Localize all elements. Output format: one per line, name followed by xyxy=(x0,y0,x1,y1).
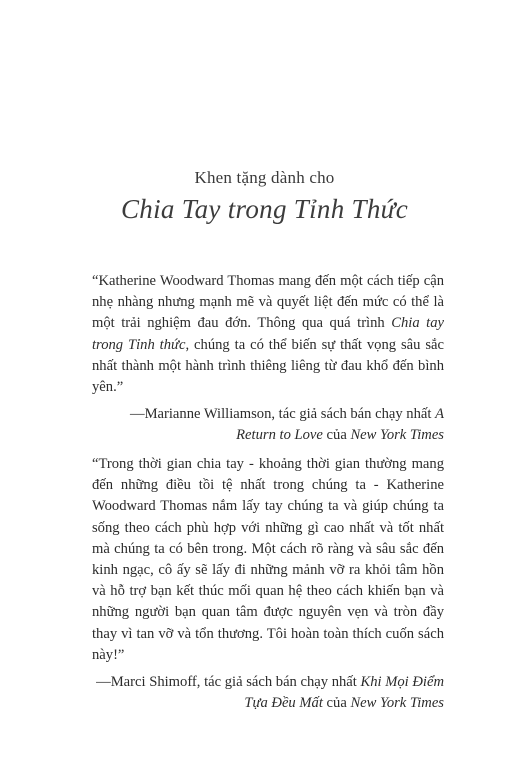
attribution-book: Khi Mọi Điểm Tựa Đều Mất xyxy=(244,674,444,712)
quote-text-part: “Trong thời gian chia tay - khoảng thời gian thường mang đến những điều tồi tệ nhất trong chúng ta - Katherine Woodward Thomas nắm lấy tay chúng ta và giúp chúng ta sống theo cách phù hợp với những gì cao nhất và tốt nhất mà chúng ta có bên trong. Một cách rõ ràng và sâu sắc đến kinh ngạc, cô ấy sẽ lấy đi những mảnh vỡ ra khỏi tâm hồn và hỗ trợ bạn kết thúc mối quan hệ theo cách khiến bạn và những người bạn quan tâm được nguyên vẹn và tròn đầy thay vì tan vỡ và tổn thương. Tôi hoàn toàn thích cuốn sách này!” xyxy=(92,456,444,663)
attribution-author: —Marianne Williamson, tác giả sách bán chạy nhất xyxy=(129,406,436,423)
attribution-publisher: New York Times xyxy=(350,695,444,712)
praise-header xyxy=(0,168,529,225)
testimonial-quote xyxy=(92,271,444,447)
quote-attribution xyxy=(92,672,444,714)
quote-text-part: , chúng ta có thể biến sự thất vọng sâu sắc nhất thành một hành trình thiêng liêng từ đau khổ đến bình yên.” xyxy=(92,336,444,396)
attribution-book: A Return to Love xyxy=(236,406,444,444)
attribution-publisher: New York Times xyxy=(350,427,444,444)
book-title: Chia Tay trong Tỉnh Thức xyxy=(121,194,408,224)
attribution-connector: của xyxy=(322,695,351,712)
attribution-connector: của xyxy=(322,427,351,444)
quote-text-part: “Katherine Woodward Thomas mang đến một cách tiếp cận nhẹ nhàng nhưng mạnh mẽ và quyết liệt đến mức có thể là một trải nghiệm đau đớn. Thông qua quá trình xyxy=(92,273,444,332)
testimonial-quote xyxy=(92,454,444,714)
attribution-author: —Marci Shimoff, tác giả sách bán chạy nhất xyxy=(96,674,361,691)
praise-kicker: Khen tặng dành cho xyxy=(194,168,335,187)
quote-book-title: Chia tay trong Tỉnh thức xyxy=(92,315,444,353)
quote-text xyxy=(92,271,444,398)
quote-attribution xyxy=(92,404,444,446)
quote-text xyxy=(92,454,444,666)
